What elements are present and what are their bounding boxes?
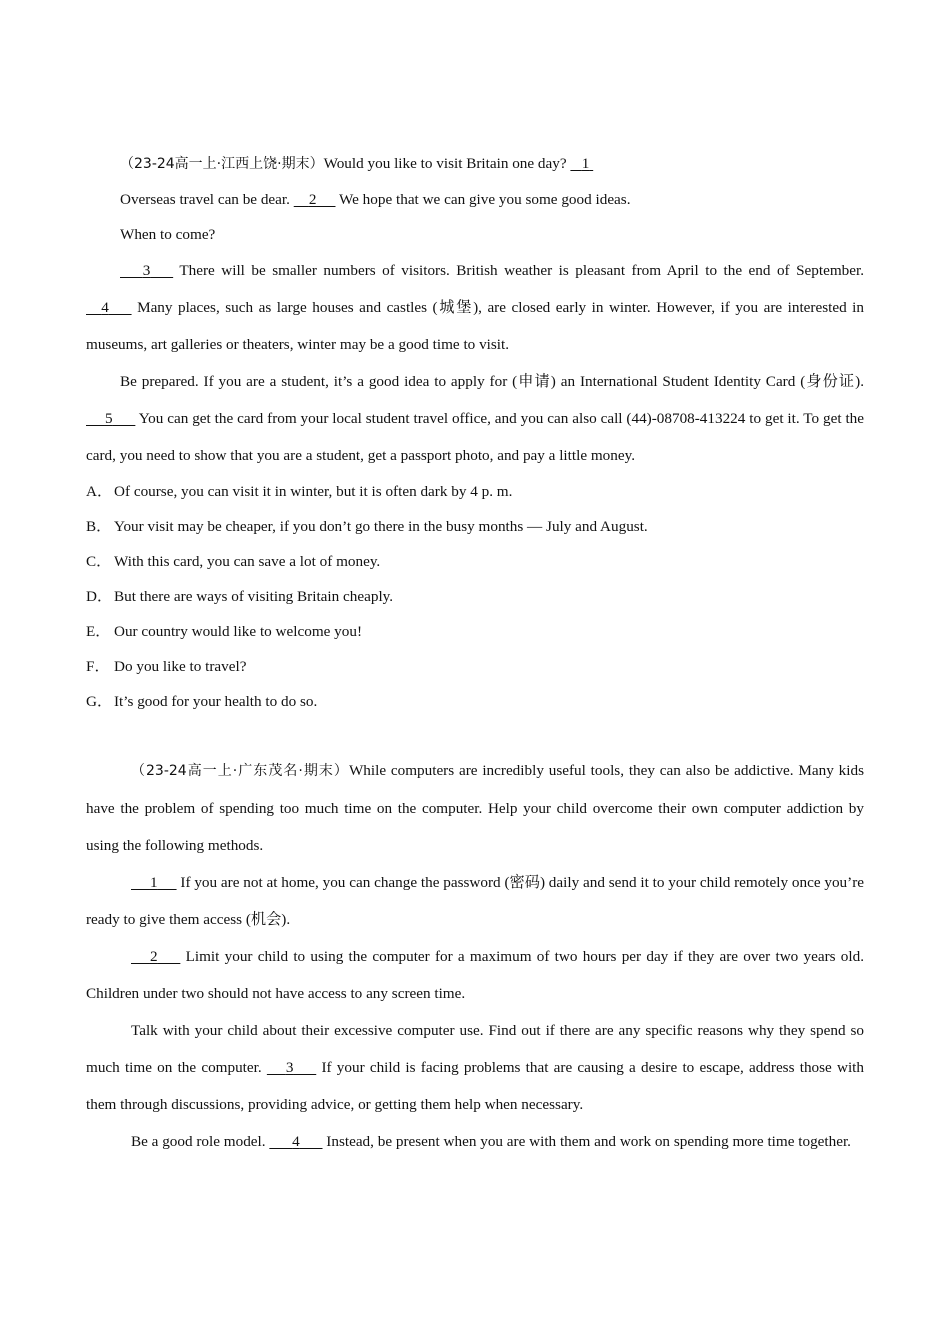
passage2-source: （23-24高一上·广东茂名·期末） [131, 763, 349, 779]
passage2-blank-2[interactable]: 2 [149, 948, 158, 965]
section-spacer [86, 719, 864, 752]
passage1-blank-5[interactable]: 5 [104, 410, 113, 427]
passage1-blank-2[interactable]: 2 [308, 191, 317, 208]
passage2-blank-4[interactable]: 4 [292, 1133, 300, 1150]
option-d[interactable]: D． But there are ways of visiting Britain cheaply. [86, 588, 394, 605]
passage1-options [86, 474, 864, 719]
passage2-paragraph-3: 2 Limit your child to using the computer for a maximum of two hours per day if they are over two years old. Children under two should not have access to any screen time. [86, 938, 864, 1012]
passage2-blank-3[interactable]: 3 [285, 1059, 294, 1076]
passage1-source: （23-24高一上·江西上饶·期末） [120, 156, 324, 172]
passage1-intro [86, 146, 864, 182]
passage2-blank-1[interactable]: 1 [149, 874, 158, 891]
option-g[interactable]: G． It’s good for your health to do so. [86, 693, 318, 710]
option-a[interactable]: A． Of course, you can visit it in winter, but it is often dark by 4 p. m. [86, 483, 513, 500]
passage1-paragraph-5: Be prepared. If you are a student, it’s a good idea to apply for (申请) an International Student Identity Card (身份证). 5 You can get the card from your local student travel office, and you can also call (44)-08708-413224 to get it. To get the card, you need to show that you are a student, get a passport photo, and pay a little money. [86, 373, 865, 464]
option-e[interactable]: E． Our country would like to welcome you! [86, 623, 363, 640]
passage2-paragraph-2: 1 If you are not at home, you can change the password (密码) daily and send it to your child remotely once you’re ready to give them access (机会). [86, 864, 864, 938]
option-c[interactable]: C． With this card, you can save a lot of money. [86, 553, 381, 570]
option-f[interactable]: F． Do you like to travel? [86, 658, 247, 675]
passage1-blank-1[interactable]: 1 [581, 155, 590, 172]
passage1-paragraph-4: 3 There will be smaller numbers of visitors. British weather is pleasant from April to the end of September. 4 Many places, such as large houses and castles (城堡), are closed early in winter. However, if you are interested in museums, art galleries or theaters, winter may be a good time to visit. [86, 252, 864, 363]
option-b[interactable]: B． Your visit may be cheaper, if you don’t go there in the busy months — July and August. [86, 518, 648, 535]
passage1-heading-when: When to come? [120, 226, 216, 243]
passage2-paragraph-5: Be a good role model. 4 Instead, be present when you are with them and work on spending more time together. [86, 1123, 864, 1160]
passage2-intro: （23-24高一上·广东茂名·期末）While computers are incredibly useful tools, they can also be addictive. Many kids have the problem of spending too much time on the computer. Help your child overcome their own computer addiction by using the following methods. [86, 762, 864, 854]
document-page [86, 146, 864, 1160]
passage1-paragraph-2: Overseas travel can be dear. 2 We hope that we can give you some good ideas. [86, 182, 864, 217]
passage2-paragraph-4: Talk with your child about their excessive computer use. Find out if there are any specific reasons why they spend so much time on the computer. 3 If your child is facing problems that are causing a desire to escape, address those with them through discussions, providing advice, or getting them help when necessary. [86, 1022, 864, 1113]
passage1-blank-4[interactable]: 4 [101, 299, 109, 316]
passage1-question: Would you like to visit Britain one day? [323, 155, 567, 172]
passage1-blank-3[interactable]: 3 [142, 262, 151, 279]
